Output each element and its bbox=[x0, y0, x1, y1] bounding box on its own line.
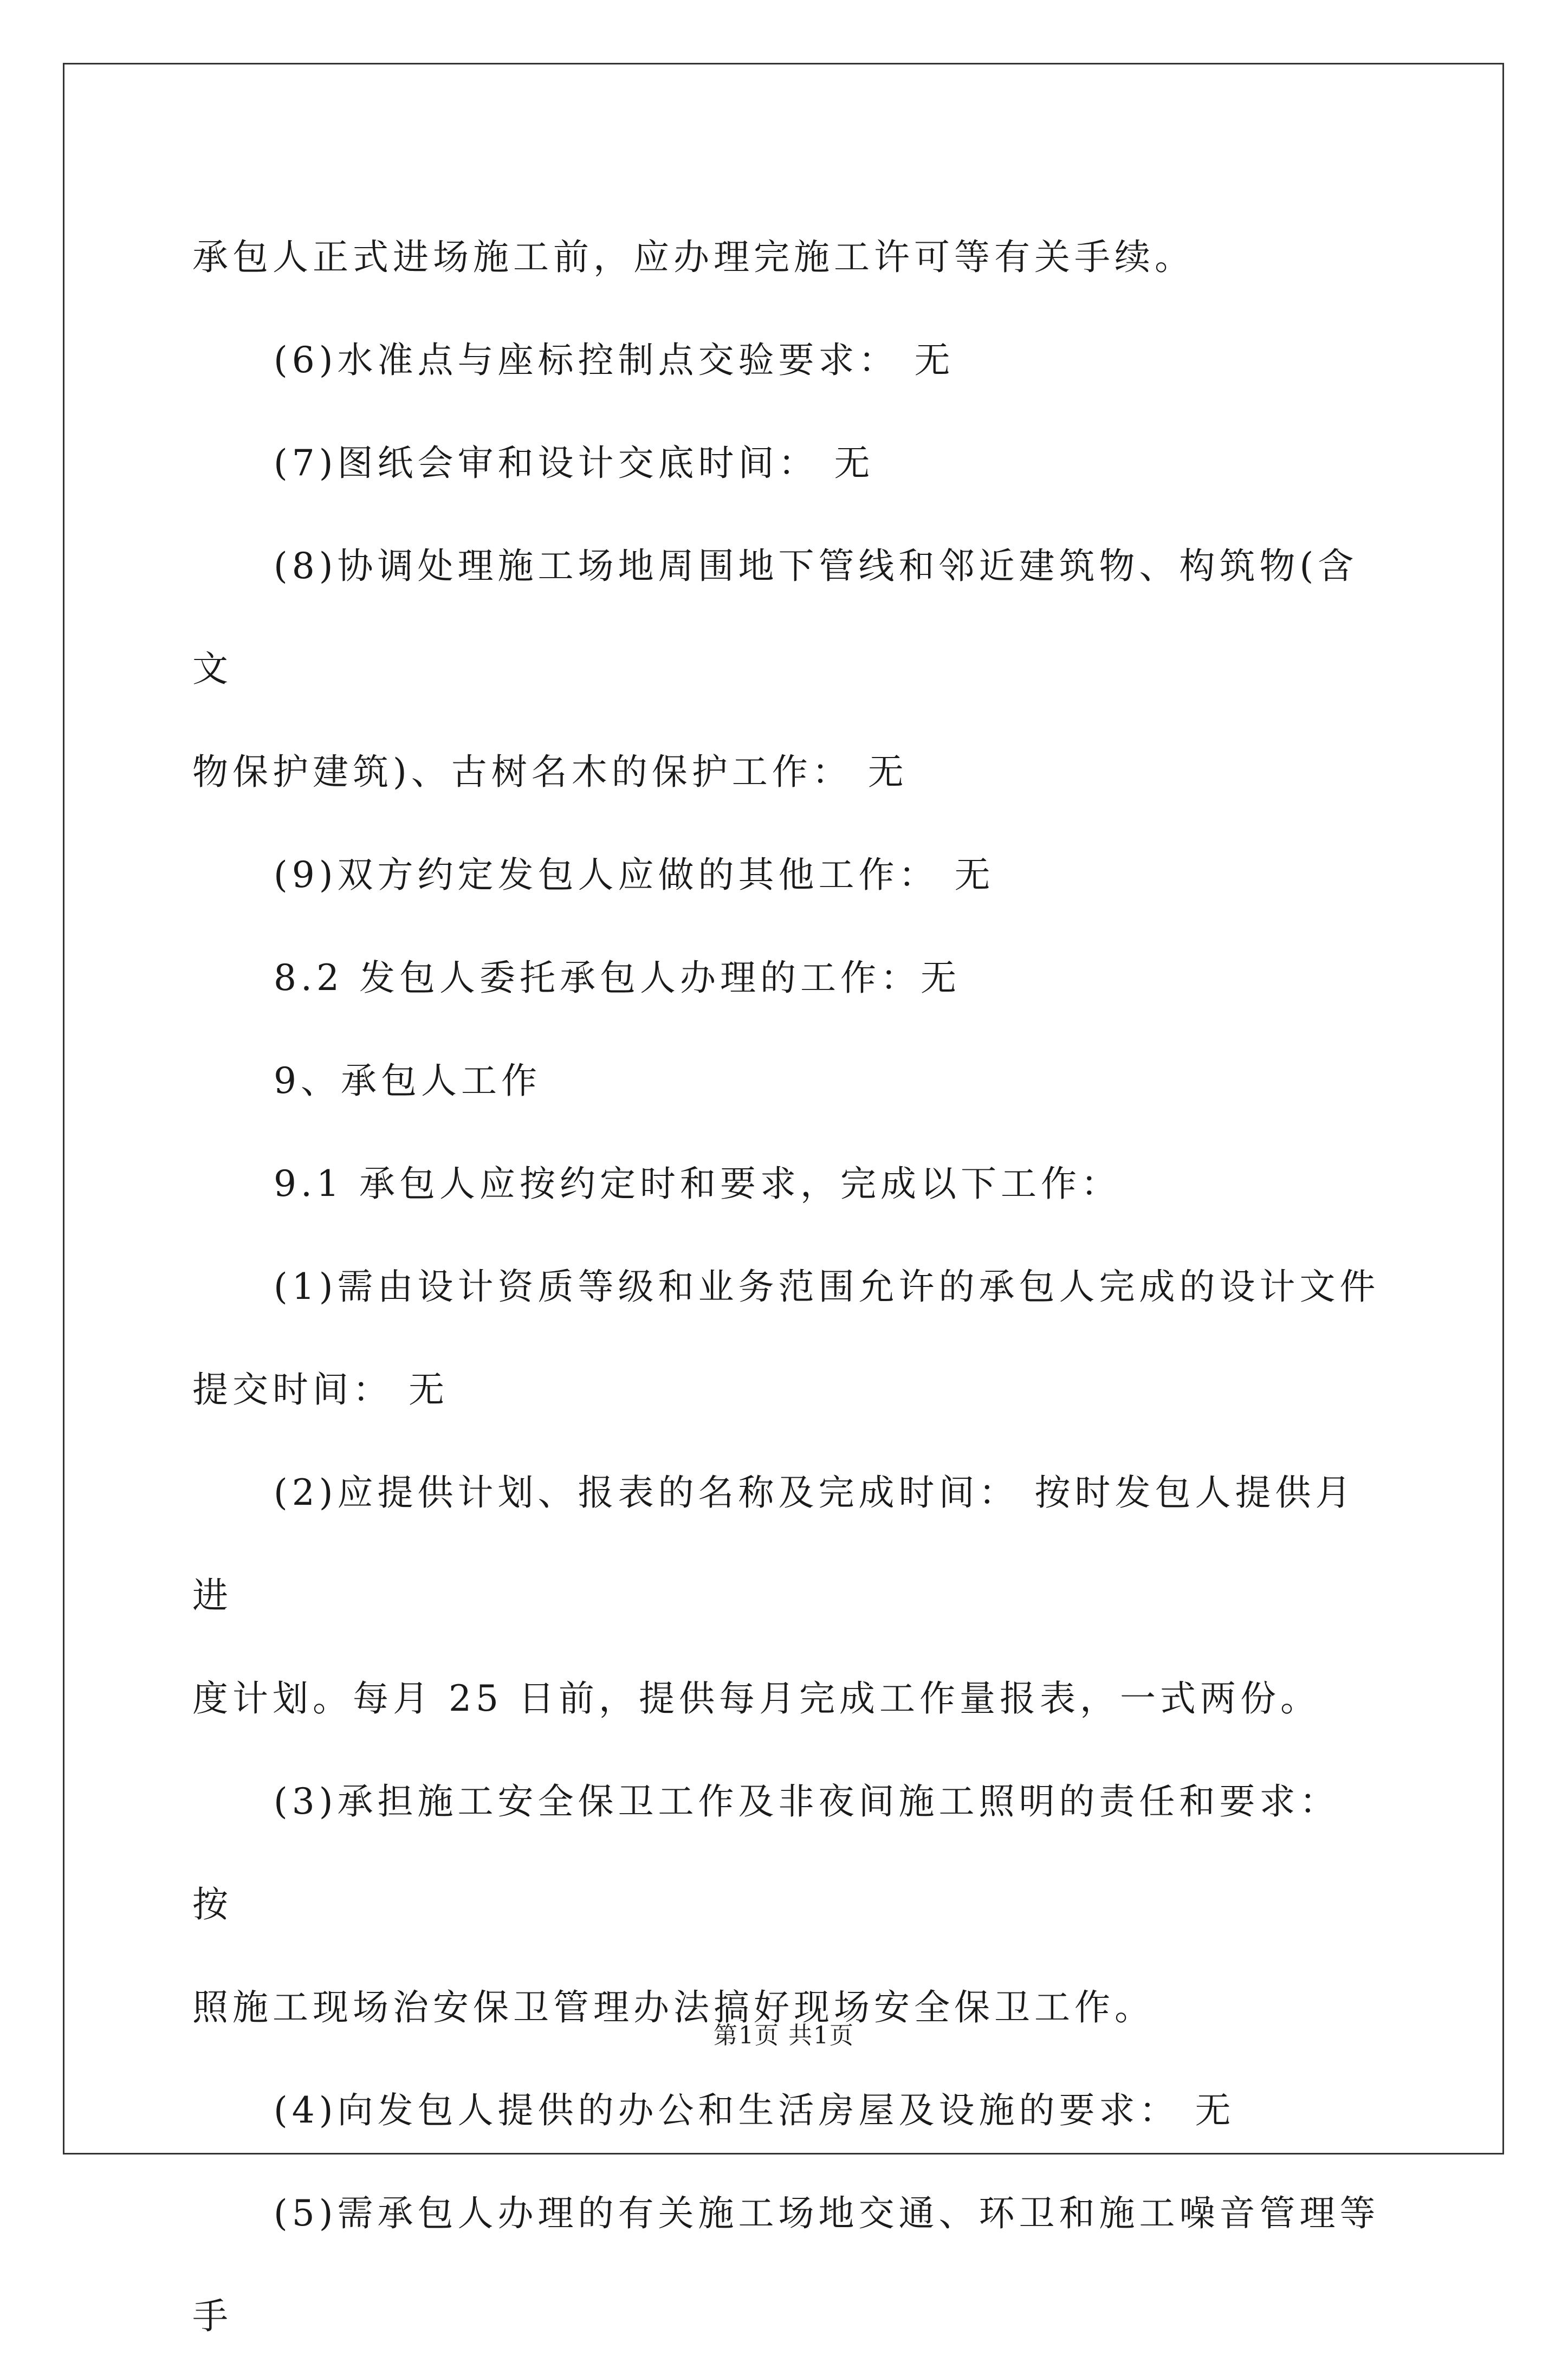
section-heading: 9、承包人工作 bbox=[274, 1060, 541, 1102]
paragraph-line: 照施工现场治安保卫管理办法搞好现场安全保卫工作。 bbox=[192, 1987, 1155, 2028]
paragraph-line: (9)双方约定发包人应做的其他工作： 无 bbox=[274, 854, 995, 896]
paragraph-line: (5)需承包人办理的有关施工场地交通、环卫和施工噪音管理等手 bbox=[192, 2192, 1380, 2337]
paragraph-line: 提交时间： 无 bbox=[192, 1369, 449, 1411]
paragraph-line: (6)水准点与座标控制点交验要求： 无 bbox=[274, 339, 955, 381]
page-footer: 第1页 共1页 bbox=[714, 2022, 854, 2049]
paragraph-line: 度计划。每月 25 日前，提供每月完成工作量报表，一式两份。 bbox=[192, 1678, 1320, 1719]
paragraph-line: 承包人正式进场施工前，应办理完施工许可等有关手续。 bbox=[192, 236, 1195, 278]
paragraph-line: (2)应提供计划、报表的名称及完成时间： 按时发包人提供月进 bbox=[192, 1472, 1356, 1616]
paragraph-line: (1)需由设计资质等级和业务范围允许的承包人完成的设计文件 bbox=[274, 1266, 1380, 1308]
paragraph-line: 8.2 发包人委托承包人办理的工作：无 bbox=[274, 957, 961, 999]
paragraph-line: 9.1 承包人应按约定时和要求，完成以下工作： bbox=[274, 1163, 1121, 1205]
paragraph-line: (4)向发包人提供的办公和生活房屋及设施的要求： 无 bbox=[274, 2089, 1235, 2131]
paragraph-line: 物保护建筑)、古树名木的保护工作： 无 bbox=[192, 751, 908, 793]
paragraph-line: (3)承担施工安全保卫工作及非夜间施工照明的责任和要求： 按 bbox=[192, 1781, 1356, 1925]
paragraph-line: (7)图纸会审和设计交底时间： 无 bbox=[274, 442, 874, 484]
paragraph-line: (8)协调处理施工场地周围地下管线和邻近建筑物、构筑物(含文 bbox=[192, 545, 1358, 690]
